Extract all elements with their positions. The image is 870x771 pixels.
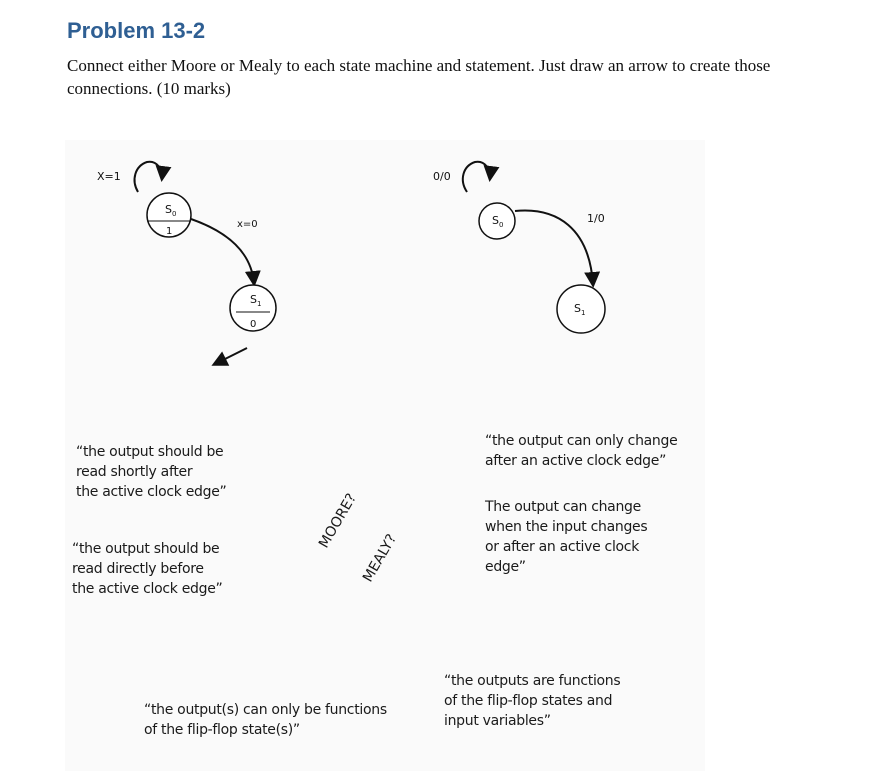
moore-state-diagram — [97, 162, 276, 364]
moore-state-s1 — [230, 285, 276, 331]
problem-title: Problem 13-2 — [67, 18, 206, 43]
problem-figure — [65, 140, 705, 771]
moore-state-s0-name: $S_0$ — [165, 203, 177, 218]
mealy-choice-label: MEALY? — [360, 531, 401, 585]
moore-self-loop-label: X=1 — [97, 170, 121, 183]
statement-functions-of-state: “the output(s) can only be functions of the flip-flop state(s)” — [144, 702, 387, 738]
moore-state-s0 — [147, 193, 191, 237]
moore-self-loop-arrow — [135, 162, 163, 192]
mealy-state-s0 — [479, 203, 515, 239]
statement-read-before: “the output should be read directly before the active clock edge” — [72, 541, 223, 597]
mealy-state-diagram — [433, 162, 605, 333]
moore-exit-arrow — [215, 348, 247, 364]
moore-choice-label: MOORE? — [316, 490, 360, 551]
moore-state-s0-output: 1 — [166, 226, 173, 237]
mealy-transition-arrow — [515, 211, 593, 284]
statement-functions-of-state-and-input: “the outputs are functions of the flip-flop states and input variables” — [444, 673, 621, 729]
mealy-self-loop-label: 0/0 — [433, 170, 451, 183]
statement-change-with-input: The output can change when the input changes or after an active clock edge” — [485, 499, 648, 575]
moore-state-s1-name: $S_1$ — [250, 293, 262, 308]
mealy-state-s1 — [557, 285, 605, 333]
moore-transition-label: x=0 — [237, 219, 258, 230]
mealy-self-loop-arrow — [463, 162, 490, 192]
statement-change-after-edge: “the output can only change after an active clock edge” — [485, 433, 678, 469]
statement-read-after: “the output should be read shortly after the active clock edge” — [76, 444, 227, 500]
moore-state-s1-output: 0 — [250, 319, 257, 330]
mealy-state-s0-name: $S_0$ — [492, 214, 504, 229]
mealy-state-s1-name: $S_1$ — [574, 302, 586, 317]
problem-instruction: Connect either Moore or Mealy to each state machine and statement. Just draw an arrow to create those connections. (10 marks) — [67, 56, 771, 98]
mealy-transition-label: 1/0 — [587, 212, 605, 225]
